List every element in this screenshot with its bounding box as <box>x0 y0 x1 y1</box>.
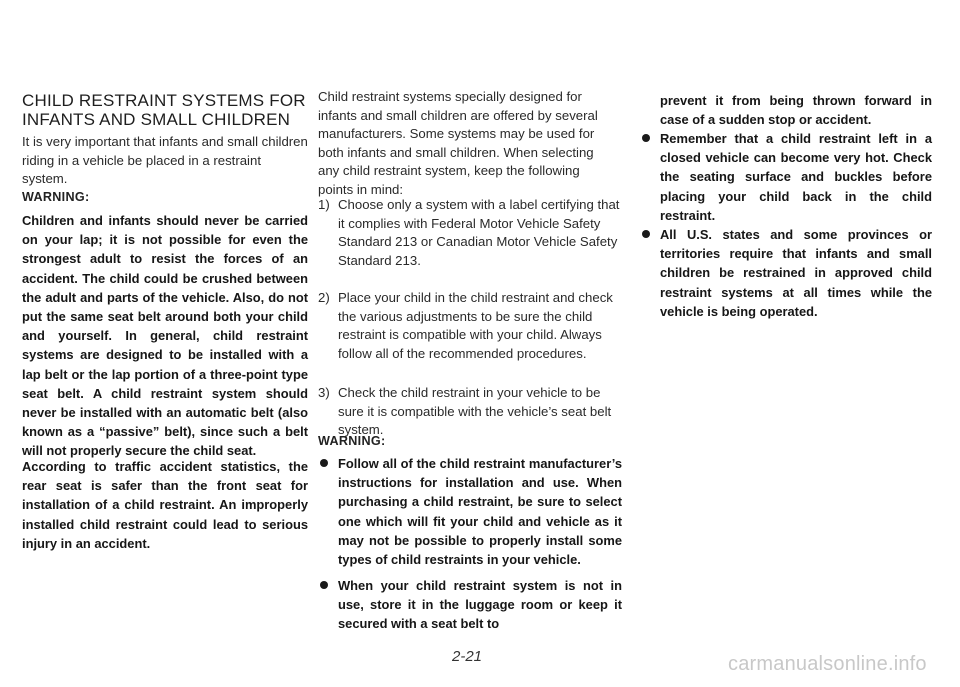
bullet-text: When your child restraint system is not in use, store it in the luggage room or keep it secured with a seat belt to <box>338 578 622 632</box>
bullet-icon <box>320 581 328 589</box>
page-number: 2-21 <box>452 648 483 665</box>
col2-intro-paragraph: Child restraint systems specially designed for infants and small children are offered by several manufacturers. Some systems may be used for both infants and small children. When selecting any child restraint system, keep the following points in mind: <box>318 89 598 197</box>
bullet-text: Remember that a child restraint left in a closed vehicle can become very hot. Check the seating surface and buckles before placing your child back in the child restraint. <box>660 131 932 223</box>
warning-bullet <box>640 129 932 225</box>
step-text: Place your child in the child restraint and check the various adjustments to be sure the child restraint is compatible with your child. Always follow all of the recommended procedures. <box>338 290 613 361</box>
warning-bullet <box>318 576 622 634</box>
step-number: 2) <box>318 290 330 305</box>
col3-continuation: prevent it from being thrown forward in case of a sudden stop or accident. <box>660 93 932 128</box>
warning-label-2: WARNING: <box>318 434 386 448</box>
warning-bullet <box>640 225 932 321</box>
intro-paragraph: It is very important that infants and small children riding in a vehicle be placed in a restraint system. <box>22 134 308 187</box>
step-item <box>318 289 620 363</box>
bullet-icon <box>642 230 650 238</box>
step-item <box>318 384 620 440</box>
section-title: CHILD RESTRAINT SYSTEMS FOR INFANTS AND SMALL CHILDREN <box>22 91 306 129</box>
step-number: 3) <box>318 385 330 400</box>
step-number: 1) <box>318 197 330 212</box>
watermark-text: carmanualsonline.info <box>728 653 927 675</box>
bullet-text: Follow all of the child restraint manufacturer’s instructions for installation and use. When purchasing a child restraint, be sure to select one which will fit your child and vehicle as it may not be possible to properly install some types of child restraints in your vehicle. <box>338 456 622 568</box>
warning-text-1: Children and infants should never be carried on your lap; it is not possible for even the strongest adult to resist the forces of an accident. The child could be crushed between the adult and parts of the vehicle. Also, do not put the same seat belt around both your child and yourself. In general, child restraint systems are designed to be installed with a lap belt or the lap portion of a three-point type seat belt. A child restraint system should never be installed with an automatic belt (also known as a “passive” belt), since such a belt will not properly secure the child seat. <box>22 213 308 459</box>
step-item <box>318 196 620 270</box>
warning-text-2: According to traffic accident statistics, the rear seat is safer than the front seat for installation of a child restraint. An improperly installed child restraint could lead to serious injury in an accident. <box>22 459 308 551</box>
bullet-text: All U.S. states and some provinces or territories require that infants and small children be restrained in approved child restraint systems at all times while the vehicle is being operated. <box>660 227 932 319</box>
bullet-icon <box>642 134 650 142</box>
step-text: Check the child restraint in your vehicle to be sure it is compatible with the vehicle’s seat belt system. <box>338 385 612 438</box>
warning-bullet <box>318 454 622 569</box>
warning-label-1: WARNING: <box>22 190 90 204</box>
bullet-icon <box>320 459 328 467</box>
step-text: Choose only a system with a label certifying that it complies with Federal Motor Vehicle Safety Standard 213 or Canadian Motor Vehicle Safety Standard 213. <box>338 197 620 268</box>
